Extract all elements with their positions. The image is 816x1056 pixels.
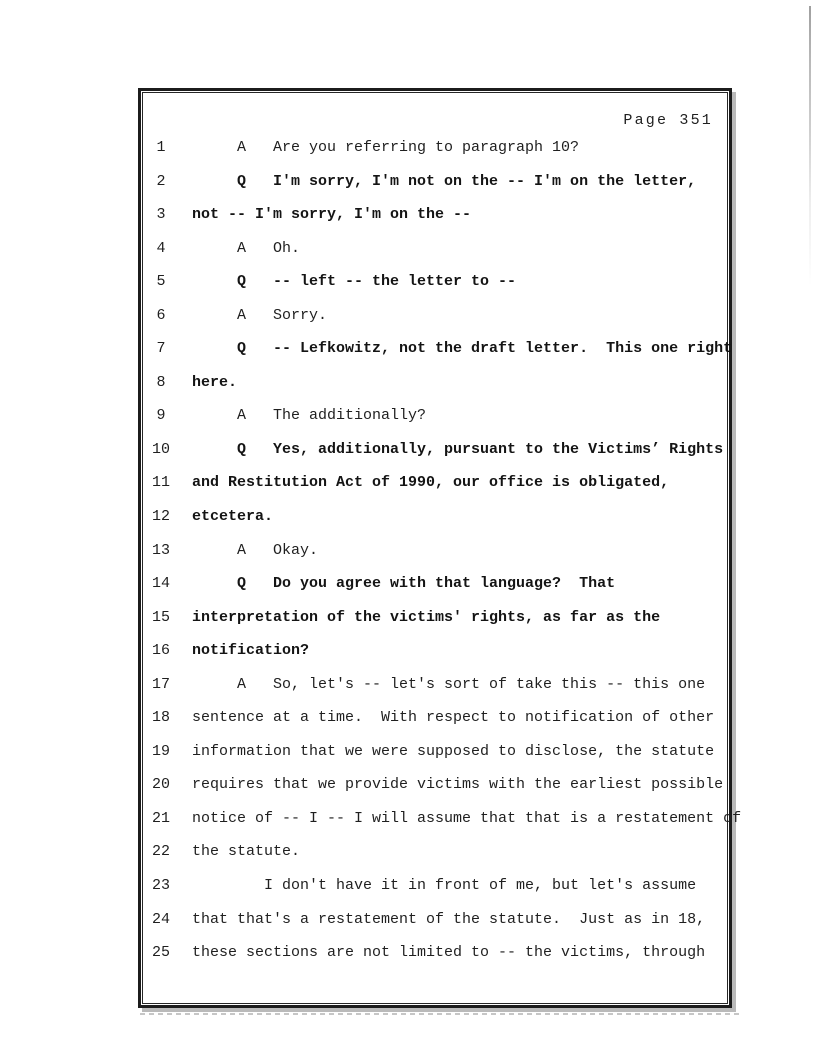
transcript-line [144,608,726,642]
line-number: 3 [156,206,166,224]
transcript-line [144,876,726,910]
transcript-line [144,406,726,440]
transcript-line [144,172,726,206]
continuation-line-text: not -- I'm sorry, I'm on the -- [192,206,472,224]
continuation-line-text: and Restitution Act of 1990, our office is obligated, [192,474,670,492]
line-number: 12 [151,508,170,526]
transcript-line [144,742,726,776]
speaker-line-text: A Oh. [192,239,301,257]
continuation-line-text: notification? [192,642,310,660]
line-number: 18 [151,709,170,727]
line-number: 6 [156,306,166,324]
line-number: 8 [156,373,166,391]
transcript-line [144,641,726,675]
speaker-line-text: Q -- left -- the letter to -- [192,273,517,291]
transcript-line [144,574,726,608]
speaker-line-text: Q Do you agree with that language? That [192,575,616,593]
transcript-line [144,943,726,977]
line-number: 17 [151,675,170,693]
continuation-line-text: the statute. [192,843,301,861]
speaker-line-text: A Okay. [192,541,319,559]
speaker-line-text: A The additionally? [192,407,427,425]
transcript-line [144,306,726,340]
speaker-line-text: A So, let's -- let's sort of take this -- this one [192,675,706,693]
page-number: Page 351 [623,112,713,129]
speaker-line-text: Q Yes, additionally, pursuant to the Victims’ Rights [192,440,724,458]
transcript-line [144,138,726,172]
transcript-frame [138,88,742,1008]
line-number: 7 [156,340,166,358]
transcript-line [144,473,726,507]
continuation-line-text: notice of -- I -- I will assume that that is a restatement of [192,809,742,827]
transcript-line [144,842,726,876]
transcript-lines [144,138,742,977]
line-number: 2 [156,172,166,190]
line-number: 5 [156,273,166,291]
scan-edge-artifact [809,6,811,286]
transcript-line [144,205,726,239]
line-number: 22 [151,843,170,861]
transcript-line [144,373,726,407]
line-number: 25 [151,944,170,962]
speaker-line-text: Q -- Lefkowitz, not the draft letter. This one right [192,340,733,358]
transcript-line [144,272,726,306]
line-number: 16 [151,642,170,660]
line-number: 9 [156,407,166,425]
continuation-line-text: information that we were supposed to disclose, the statute [192,742,715,760]
transcript-line [144,541,726,575]
transcript-line [144,440,726,474]
speaker-line-text: Q I'm sorry, I'm not on the -- I'm on the letter, [192,172,697,190]
continuation-line-text: these sections are not limited to -- the victims, through [192,944,706,962]
line-number: 14 [151,575,170,593]
line-number: 15 [151,608,170,626]
transcript-line [144,507,726,541]
continuation-line-text: interpretation of the victims' rights, as far as the [192,608,661,626]
continuation-line-text: that that's a restatement of the statute. Just as in 18, [192,910,706,928]
continuation-line-text: here. [192,373,238,391]
line-number: 19 [151,742,170,760]
transcript-line [144,708,726,742]
transcript-line [144,809,742,843]
speaker-line-text: A Sorry. [192,306,328,324]
line-number: 21 [151,809,170,827]
line-number: 1 [156,139,166,156]
continuation-line-text: requires that we provide victims with the earliest possible [192,776,724,794]
line-number: 23 [151,877,170,895]
frame-shadow-dots [140,1013,740,1015]
line-number: 11 [151,474,170,492]
transcript-line [144,675,726,709]
continuation-line-text: etcetera. [192,508,274,526]
continuation-line-text: I don't have it in front of me, but let's assume [192,877,697,895]
transcript-line [144,239,726,273]
line-number: 20 [151,776,170,794]
line-number: 13 [151,541,170,559]
continuation-line-text: sentence at a time. With respect to notification of other [192,709,715,727]
line-number: 10 [151,440,170,458]
transcript-line [144,910,726,944]
line-number: 4 [156,239,166,257]
transcript-line [144,339,733,373]
speaker-line-text: A Are you referring to paragraph 10? [192,139,580,156]
transcript-line [144,775,726,809]
line-number: 24 [151,910,170,928]
